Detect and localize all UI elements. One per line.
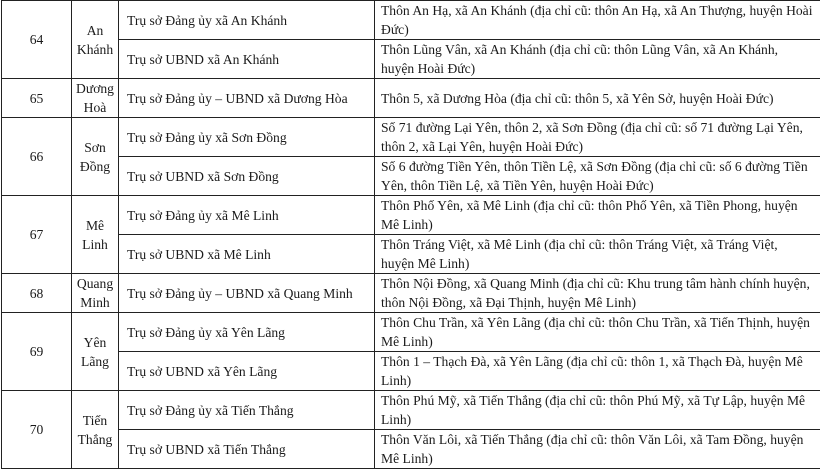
row-number: 67: [2, 196, 72, 274]
row-number: 69: [2, 313, 72, 391]
office-address: Thôn Lũng Vân, xã An Khánh (địa chỉ cũ: thôn Lũng Vân, xã An Khánh, huyện Hoài Đức): [375, 40, 820, 79]
office-address: Thôn Phố Yên, xã Mê Linh (địa chỉ cũ: thôn Phố Yên, xã Tiền Phong, huyện Mê Linh): [375, 196, 820, 235]
office-address: Số 71 đường Lại Yên, thôn 2, xã Sơn Đồng (địa chỉ cũ: số 71 đường Lại Yên, thôn 2, xã Lại Yên, huyện Hoài Đức): [375, 118, 820, 157]
table-row: [2, 430, 820, 469]
table-row: [2, 352, 820, 391]
commune-name: Quang Minh: [72, 274, 119, 313]
office-name: Trụ sở UBND xã Yên Lãng: [119, 352, 375, 391]
office-name: Trụ sở UBND xã Sơn Đồng: [119, 157, 375, 196]
office-address: Thôn Phú Mỹ, xã Tiến Thắng (địa chỉ cũ: thôn Phú Mỹ, xã Tự Lập, huyện Mê Linh): [375, 391, 820, 430]
table-row: [2, 157, 820, 196]
table-row: [2, 391, 820, 430]
table-row: [2, 40, 820, 79]
row-number: 68: [2, 274, 72, 313]
table-row: [2, 118, 820, 157]
office-address: Số 6 đường Tiền Yên, thôn Tiền Lệ, xã Sơn Đồng (địa chỉ cũ: số 6 đường Tiền Yên, thôn Tiền Lệ, xã Tiền Yên, huyện Hoài Đức): [375, 157, 820, 196]
table-row: [2, 1, 820, 40]
office-name: Trụ sở UBND xã Mê Linh: [119, 235, 375, 274]
row-number: 65: [2, 79, 72, 118]
office-address: Thôn Nội Đồng, xã Quang Minh (địa chỉ cũ: Khu trung tâm hành chính huyện, thôn Nội Đồng, xã Đại Thịnh, huyện Mê Linh): [375, 274, 820, 313]
commune-name: Tiến Thắng: [72, 391, 119, 469]
office-name: Trụ sở Đảng ủy xã An Khánh: [119, 1, 375, 40]
office-address: Thôn Tráng Việt, xã Mê Linh (địa chỉ cũ: thôn Tráng Việt, xã Tráng Việt, huyện Mê Linh): [375, 235, 820, 274]
office-address: Thôn 1 – Thạch Đà, xã Yên Lãng (địa chỉ cũ: thôn 1, xã Thạch Đà, huyện Mê Linh): [375, 352, 820, 391]
commune-name: Yên Lãng: [72, 313, 119, 391]
office-name: Trụ sở Đảng ủy – UBND xã Dương Hòa: [119, 79, 375, 118]
office-name: Trụ sở Đảng ủy xã Tiến Thắng: [119, 391, 375, 430]
table-row: [2, 79, 820, 118]
commune-name: Mê Linh: [72, 196, 119, 274]
office-name: Trụ sở UBND xã An Khánh: [119, 40, 375, 79]
office-name: Trụ sở Đảng ủy xã Sơn Đồng: [119, 118, 375, 157]
table-row: [2, 196, 820, 235]
office-name: Trụ sở Đảng ủy xã Yên Lãng: [119, 313, 375, 352]
table-row: [2, 235, 820, 274]
office-name: Trụ sở UBND xã Tiến Thắng: [119, 430, 375, 469]
office-name: Trụ sở Đảng ủy – UBND xã Quang Minh: [119, 274, 375, 313]
office-address: Thôn Chu Trần, xã Yên Lãng (địa chỉ cũ: thôn Chu Trần, xã Tiến Thịnh, huyện Mê Linh): [375, 313, 820, 352]
table-row: [2, 313, 820, 352]
commune-name: Sơn Đồng: [72, 118, 119, 196]
commune-name: An Khánh: [72, 1, 119, 79]
office-address: Thôn Văn Lôi, xã Tiến Thắng (địa chỉ cũ: thôn Văn Lôi, xã Tam Đồng, huyện Mê Linh): [375, 430, 820, 469]
office-address: Thôn An Hạ, xã An Khánh (địa chỉ cũ: thôn An Hạ, xã An Thượng, huyện Hoài Đức): [375, 1, 820, 40]
table-row: [2, 274, 820, 313]
row-number: 70: [2, 391, 72, 469]
row-number: 66: [2, 118, 72, 196]
office-address: Thôn 5, xã Dương Hòa (địa chỉ cũ: thôn 5, xã Yên Sở, huyện Hoài Đức): [375, 79, 820, 118]
row-number: 64: [2, 1, 72, 79]
office-address-table: [1, 0, 820, 469]
office-name: Trụ sở Đảng ủy xã Mê Linh: [119, 196, 375, 235]
commune-name: Dương Hoà: [72, 79, 119, 118]
